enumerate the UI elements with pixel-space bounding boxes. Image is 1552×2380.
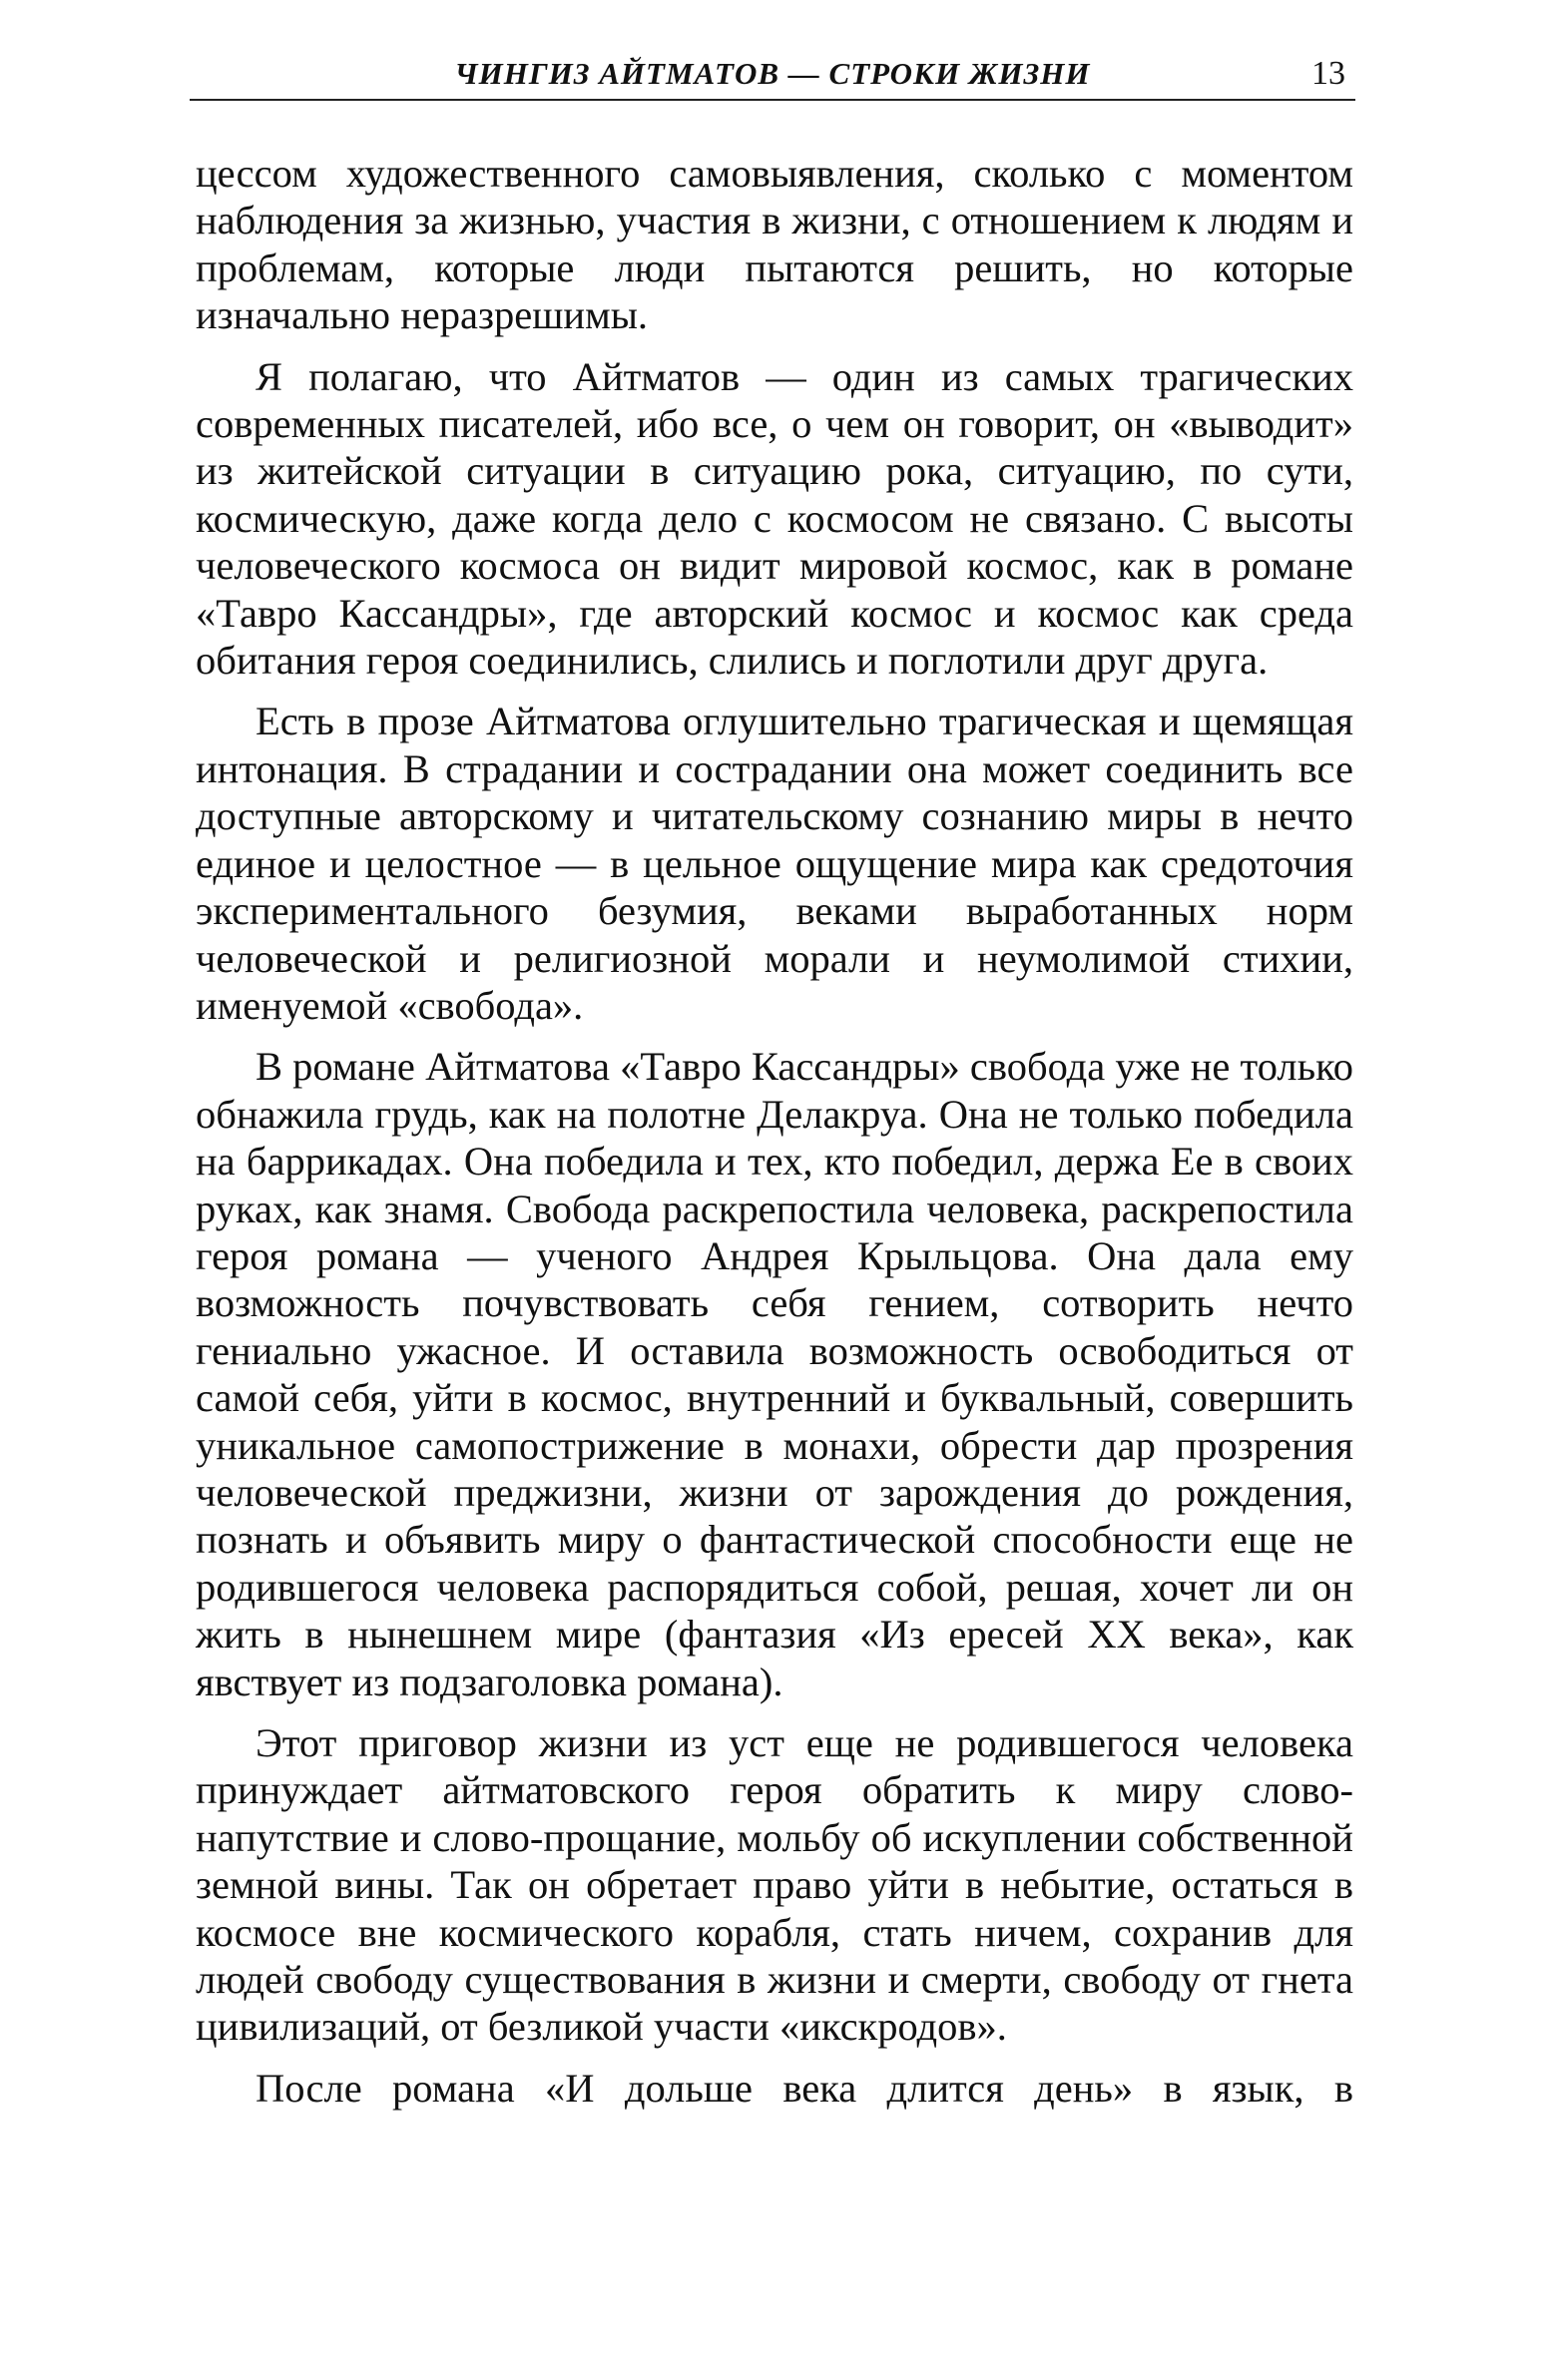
paragraph: цессом художественного самовыявления, сколько с моментом наблюдения за жизнью, участия в жизни, с отношением к людям и проблемам, которые люди пытаются решить, но которые изначально неразрешимы. bbox=[196, 151, 1353, 338]
paragraph: Есть в прозе Айтматова оглушительно трагическая и щемящая интонация. В страдании и сострадании она может соединить все доступные авторскому и читательскому сознанию миры в нечто единое и целостное — в цельное ощущение мира как средоточия экспериментального безумия, веками выработанных норм человеческой и религиозной морали и неумолимой стихии, именуемой «свобода». bbox=[196, 699, 1353, 1028]
paragraph: Этот приговор жизни из уст еще не родившегося человека принуждает айтматовского героя обратить к миру слово-напутствие и слово-прощание, мольбу об искуплении собственной земной вины. Так он обретает право уйти в небытие, остаться в космосе вне космического корабля, стать ничем, сохранив для людей свободу существования в жизни и смерти, свободу от гнета цивилизаций, от безликой участи «икскродов». bbox=[196, 1720, 1353, 2050]
header-rule bbox=[190, 99, 1355, 101]
paragraph: В романе Айтматова «Тавро Кассандры» свобода уже не только обнажила грудь, как на полотне Делакруа. Она не только победила на баррикадах. Она победила и тех, кто победил, держа Ее в своих руках, как знамя. Свобода раскрепостила человека, раскрепостила героя романа — ученого Андрея Крыльцова. Она дала ему возможность почувствовать себя гением, сотворить нечто гениально ужасное. И оставила возможность освободиться от самой себя, уйти в космос, внутренний и буквальный, совершить уникальное самопострижение в монахи, обрести дар прозрения человеческой преджизни, жизни от зарождения до рождения, познать и объявить миру о фантастической способности еще не родившегося человека распорядиться собой, решая, хочет ли он жить в нынешнем мире (фантазия «Из ересей XX века», как явствует из подзаголовка романа). bbox=[196, 1044, 1353, 1704]
running-head bbox=[190, 52, 1355, 102]
body-text bbox=[196, 150, 1353, 2126]
paragraph: Я полагаю, что Айтматов — один из самых трагических современных писателей, ибо все, о чем он говорит, он «выводит» из житейской ситуации в ситуацию рока, ситуацию, по сути, космическую, даже когда дело с космосом не связано. С высоты человеческого космоса он видит мировой космос, как в романе «Тавро Кассандры», где авторский космос и космос как среда обитания героя соединились, слились и поглотили друг друга. bbox=[196, 353, 1353, 684]
page-number: 13 bbox=[1311, 55, 1345, 92]
paragraph: После романа «И дольше века длится день» в язык, в bbox=[256, 2065, 1353, 2111]
running-title: ЧИНГИЗ АЙТМАТОВ — СТРОКИ ЖИЗНИ bbox=[454, 56, 1091, 91]
